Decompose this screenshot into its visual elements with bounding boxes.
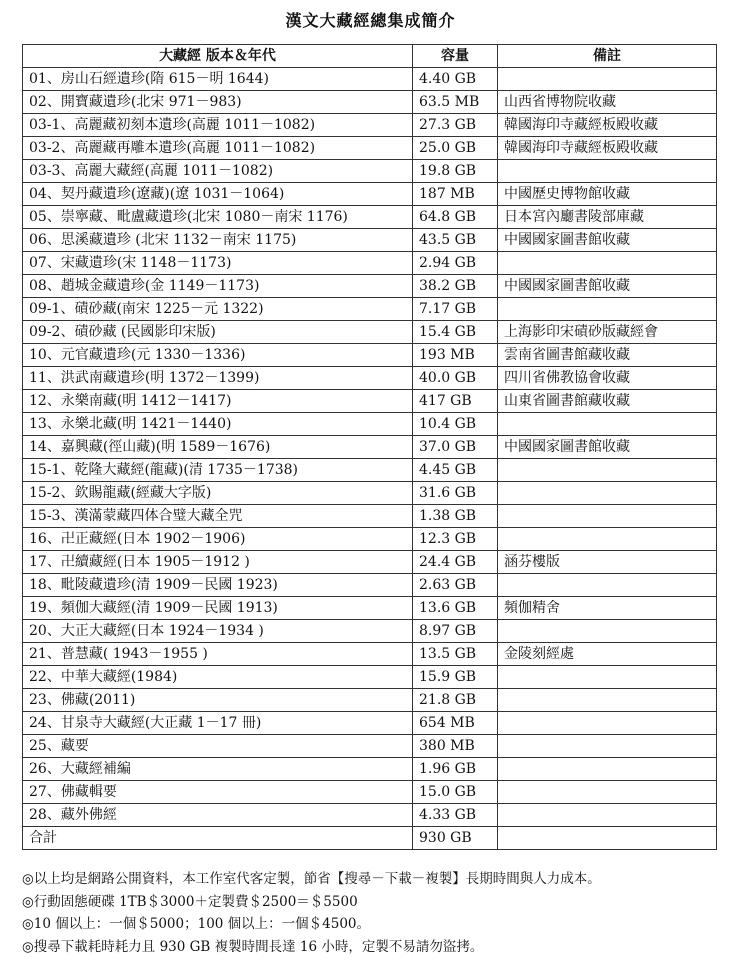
edition-cell: 03-2、高麗藏再雕本遺珍(高麗 1011－1082)	[23, 137, 413, 160]
edition-cell: 09-1、磧砂藏(南宋 1225－元 1322)	[23, 298, 413, 321]
note-line: ◎10 個以上：一個＄5000；100 個以上：一個＄4500。	[22, 916, 371, 932]
remarks-cell	[498, 160, 717, 183]
edition-cell: 10、元官藏遺珍(元 1330－1336)	[23, 344, 413, 367]
edition-cell: 20、大正大藏經(日本 1924－1934 )	[23, 620, 413, 643]
table-row	[23, 390, 717, 413]
edition-cell: 19、頻伽大藏經(清 1909－民國 1913)	[23, 597, 413, 620]
capacity-cell: 15.0 GB	[413, 781, 498, 804]
table-row	[23, 183, 717, 206]
remarks-cell	[498, 620, 717, 643]
table-row	[23, 643, 717, 666]
capacity-cell: 43.5 GB	[413, 229, 498, 252]
remarks-cell	[498, 482, 717, 505]
capacity-cell: 27.3 GB	[413, 114, 498, 137]
table-row	[23, 436, 717, 459]
table-row	[23, 298, 717, 321]
table-row	[23, 229, 717, 252]
capacity-cell: 2.94 GB	[413, 252, 498, 275]
remarks-cell: 山東省圖書館藏收藏	[498, 390, 717, 413]
capacity-cell: 19.8 GB	[413, 160, 498, 183]
remarks-cell	[498, 781, 717, 804]
capacity-cell: 2.63 GB	[413, 574, 498, 597]
remarks-cell	[498, 574, 717, 597]
edition-cell: 09-2、磧砂藏 (民國影印宋版)	[23, 321, 413, 344]
remarks-cell	[498, 689, 717, 712]
edition-cell: 22、中華大藏經(1984)	[23, 666, 413, 689]
edition-cell: 07、宋藏遺珍(宋 1148－1173)	[23, 252, 413, 275]
edition-cell: 28、藏外佛經	[23, 804, 413, 827]
remarks-cell: 涵芬樓版	[498, 551, 717, 574]
table-row	[23, 275, 717, 298]
remarks-cell: 四川省佛教協會收藏	[498, 367, 717, 390]
capacity-cell: 25.0 GB	[413, 137, 498, 160]
header-edition-year: 大藏經 版本＆年代	[23, 45, 413, 68]
capacity-cell: 10.4 GB	[413, 413, 498, 436]
capacity-cell: 4.45 GB	[413, 459, 498, 482]
table-row	[23, 459, 717, 482]
edition-cell: 01、房山石經遺珍(隋 615－明 1644)	[23, 68, 413, 91]
header-capacity: 容量	[413, 45, 498, 68]
table-row	[23, 206, 717, 229]
edition-cell: 03-1、高麗藏初刻本遺珍(高麗 1011－1082)	[23, 114, 413, 137]
edition-cell: 05、崇寧藏、毗盧藏遺珍(北宋 1080－南宋 1176)	[23, 206, 413, 229]
capacity-cell: 380 MB	[413, 735, 498, 758]
capacity-cell: 24.4 GB	[413, 551, 498, 574]
capacity-cell: 38.2 GB	[413, 275, 498, 298]
capacity-cell: 7.17 GB	[413, 298, 498, 321]
table-row	[23, 413, 717, 436]
capacity-cell: 15.9 GB	[413, 666, 498, 689]
edition-cell: 04、契丹藏遺珍(遼藏)(遼 1031－1064)	[23, 183, 413, 206]
table-row	[23, 344, 717, 367]
note-line: ◎行動固態硬碟 1TB＄3000＋定製費＄2500＝＄5500	[22, 893, 358, 910]
capacity-cell: 1.96 GB	[413, 758, 498, 781]
edition-cell: 11、洪武南藏遺珍(明 1372－1399)	[23, 367, 413, 390]
remarks-cell: 上海影印宋磧砂版藏經會	[498, 321, 717, 344]
edition-cell: 25、藏要	[23, 735, 413, 758]
remarks-cell	[498, 758, 717, 781]
edition-cell: 08、趙城金藏遺珍(金 1149－1173)	[23, 275, 413, 298]
table-row	[23, 68, 717, 91]
remarks-cell: 日本宮內廳書陵部庫藏	[498, 206, 717, 229]
capacity-cell: 193 MB	[413, 344, 498, 367]
edition-cell: 15-1、乾隆大藏經(龍藏)(清 1735－1738)	[23, 459, 413, 482]
remarks-cell: 中國國家圖書館收藏	[498, 275, 717, 298]
remarks-cell	[498, 528, 717, 551]
edition-cell: 03-3、高麗大藏經(高麗 1011－1082)	[23, 160, 413, 183]
capacity-cell: 1.38 GB	[413, 505, 498, 528]
note-line: ◎搜尋下載耗時耗力且 930 GB 複製時間長達 16 小時，定製不易請勿盜拷。	[22, 938, 484, 955]
remarks-cell: 韓國海印寺藏經板殿收藏	[498, 114, 717, 137]
edition-cell: 23、佛藏(2011)	[23, 689, 413, 712]
edition-cell: 21、普慧藏( 1943－1955 )	[23, 643, 413, 666]
capacity-cell: 37.0 GB	[413, 436, 498, 459]
edition-cell: 27、佛藏輯要	[23, 781, 413, 804]
remarks-cell	[498, 827, 717, 850]
edition-cell: 16、卍正藏經(日本 1902－1906)	[23, 528, 413, 551]
remarks-cell: 韓國海印寺藏經板殿收藏	[498, 137, 717, 160]
sutra-collection-table	[22, 44, 717, 850]
capacity-cell: 417 GB	[413, 390, 498, 413]
remarks-cell: 雲南省圖書館藏收藏	[498, 344, 717, 367]
remarks-cell	[498, 252, 717, 275]
capacity-cell: 8.97 GB	[413, 620, 498, 643]
edition-cell: 06、思溪藏遺珍 (北宋 1132－南宋 1175)	[23, 229, 413, 252]
document-title: 漢文大藏經總集成簡介	[285, 11, 456, 30]
header-remarks: 備註	[498, 45, 717, 68]
capacity-cell: 654 MB	[413, 712, 498, 735]
capacity-cell: 21.8 GB	[413, 689, 498, 712]
edition-cell: 26、大藏經補編	[23, 758, 413, 781]
remarks-cell: 山西省博物院收藏	[498, 91, 717, 114]
remarks-cell	[498, 505, 717, 528]
edition-cell: 24、甘泉寺大藏經(大正藏 1－17 冊)	[23, 712, 413, 735]
table-row	[23, 91, 717, 114]
table-row	[23, 528, 717, 551]
capacity-cell: 187 MB	[413, 183, 498, 206]
remarks-cell	[498, 459, 717, 482]
remarks-cell	[498, 804, 717, 827]
table-row	[23, 781, 717, 804]
edition-cell: 15-3、漢滿蒙藏四体合璧大藏全咒	[23, 505, 413, 528]
table-header-row	[23, 45, 717, 68]
capacity-cell: 64.8 GB	[413, 206, 498, 229]
edition-cell: 02、開寶藏遺珍(北宋 971－983)	[23, 91, 413, 114]
remarks-cell	[498, 413, 717, 436]
remarks-cell	[498, 712, 717, 735]
capacity-cell: 13.6 GB	[413, 597, 498, 620]
remarks-cell	[498, 68, 717, 91]
capacity-cell: 63.5 MB	[413, 91, 498, 114]
remarks-cell	[498, 735, 717, 758]
table-row	[23, 735, 717, 758]
capacity-cell: 4.33 GB	[413, 804, 498, 827]
capacity-cell: 31.6 GB	[413, 482, 498, 505]
capacity-cell: 40.0 GB	[413, 367, 498, 390]
remarks-cell	[498, 298, 717, 321]
edition-cell: 18、毗陵藏遺珍(清 1909－民國 1923)	[23, 574, 413, 597]
table-row	[23, 620, 717, 643]
edition-cell: 14、嘉興藏(徑山藏)(明 1589－1676)	[23, 436, 413, 459]
edition-cell: 13、永樂北藏(明 1421－1440)	[23, 413, 413, 436]
table-row	[23, 482, 717, 505]
capacity-cell: 12.3 GB	[413, 528, 498, 551]
table-row	[23, 574, 717, 597]
table-body	[23, 68, 717, 850]
table-row	[23, 804, 717, 827]
table-row	[23, 712, 717, 735]
table-row	[23, 160, 717, 183]
remarks-cell: 頻伽精舍	[498, 597, 717, 620]
remarks-cell: 金陵刻經處	[498, 643, 717, 666]
table-row	[23, 666, 717, 689]
edition-cell: 合計	[23, 827, 413, 850]
table-row	[23, 505, 717, 528]
table-row	[23, 689, 717, 712]
table-row	[23, 321, 717, 344]
table-row	[23, 367, 717, 390]
edition-cell: 12、永樂南藏(明 1412－1417)	[23, 390, 413, 413]
capacity-cell: 15.4 GB	[413, 321, 498, 344]
table-row	[23, 114, 717, 137]
table-row	[23, 252, 717, 275]
table-row	[23, 827, 717, 850]
note-line: ◎以上均是網路公開資料，本工作室代客定製，節省【搜尋－下載－複製】長期時間與人力成本。	[22, 871, 601, 887]
table-row	[23, 137, 717, 160]
capacity-cell: 930 GB	[413, 827, 498, 850]
table-row	[23, 597, 717, 620]
edition-cell: 15-2、欽賜龍藏(經藏大字版)	[23, 482, 413, 505]
remarks-cell: 中國歷史博物館收藏	[498, 183, 717, 206]
table-row	[23, 758, 717, 781]
remarks-cell: 中國國家圖書館收藏	[498, 436, 717, 459]
capacity-cell: 4.40 GB	[413, 68, 498, 91]
remarks-cell: 中國國家圖書館收藏	[498, 229, 717, 252]
notes-section	[22, 868, 722, 958]
capacity-cell: 13.5 GB	[413, 643, 498, 666]
remarks-cell	[498, 666, 717, 689]
edition-cell: 17、卍續藏經(日本 1905－1912 )	[23, 551, 413, 574]
table-row	[23, 551, 717, 574]
